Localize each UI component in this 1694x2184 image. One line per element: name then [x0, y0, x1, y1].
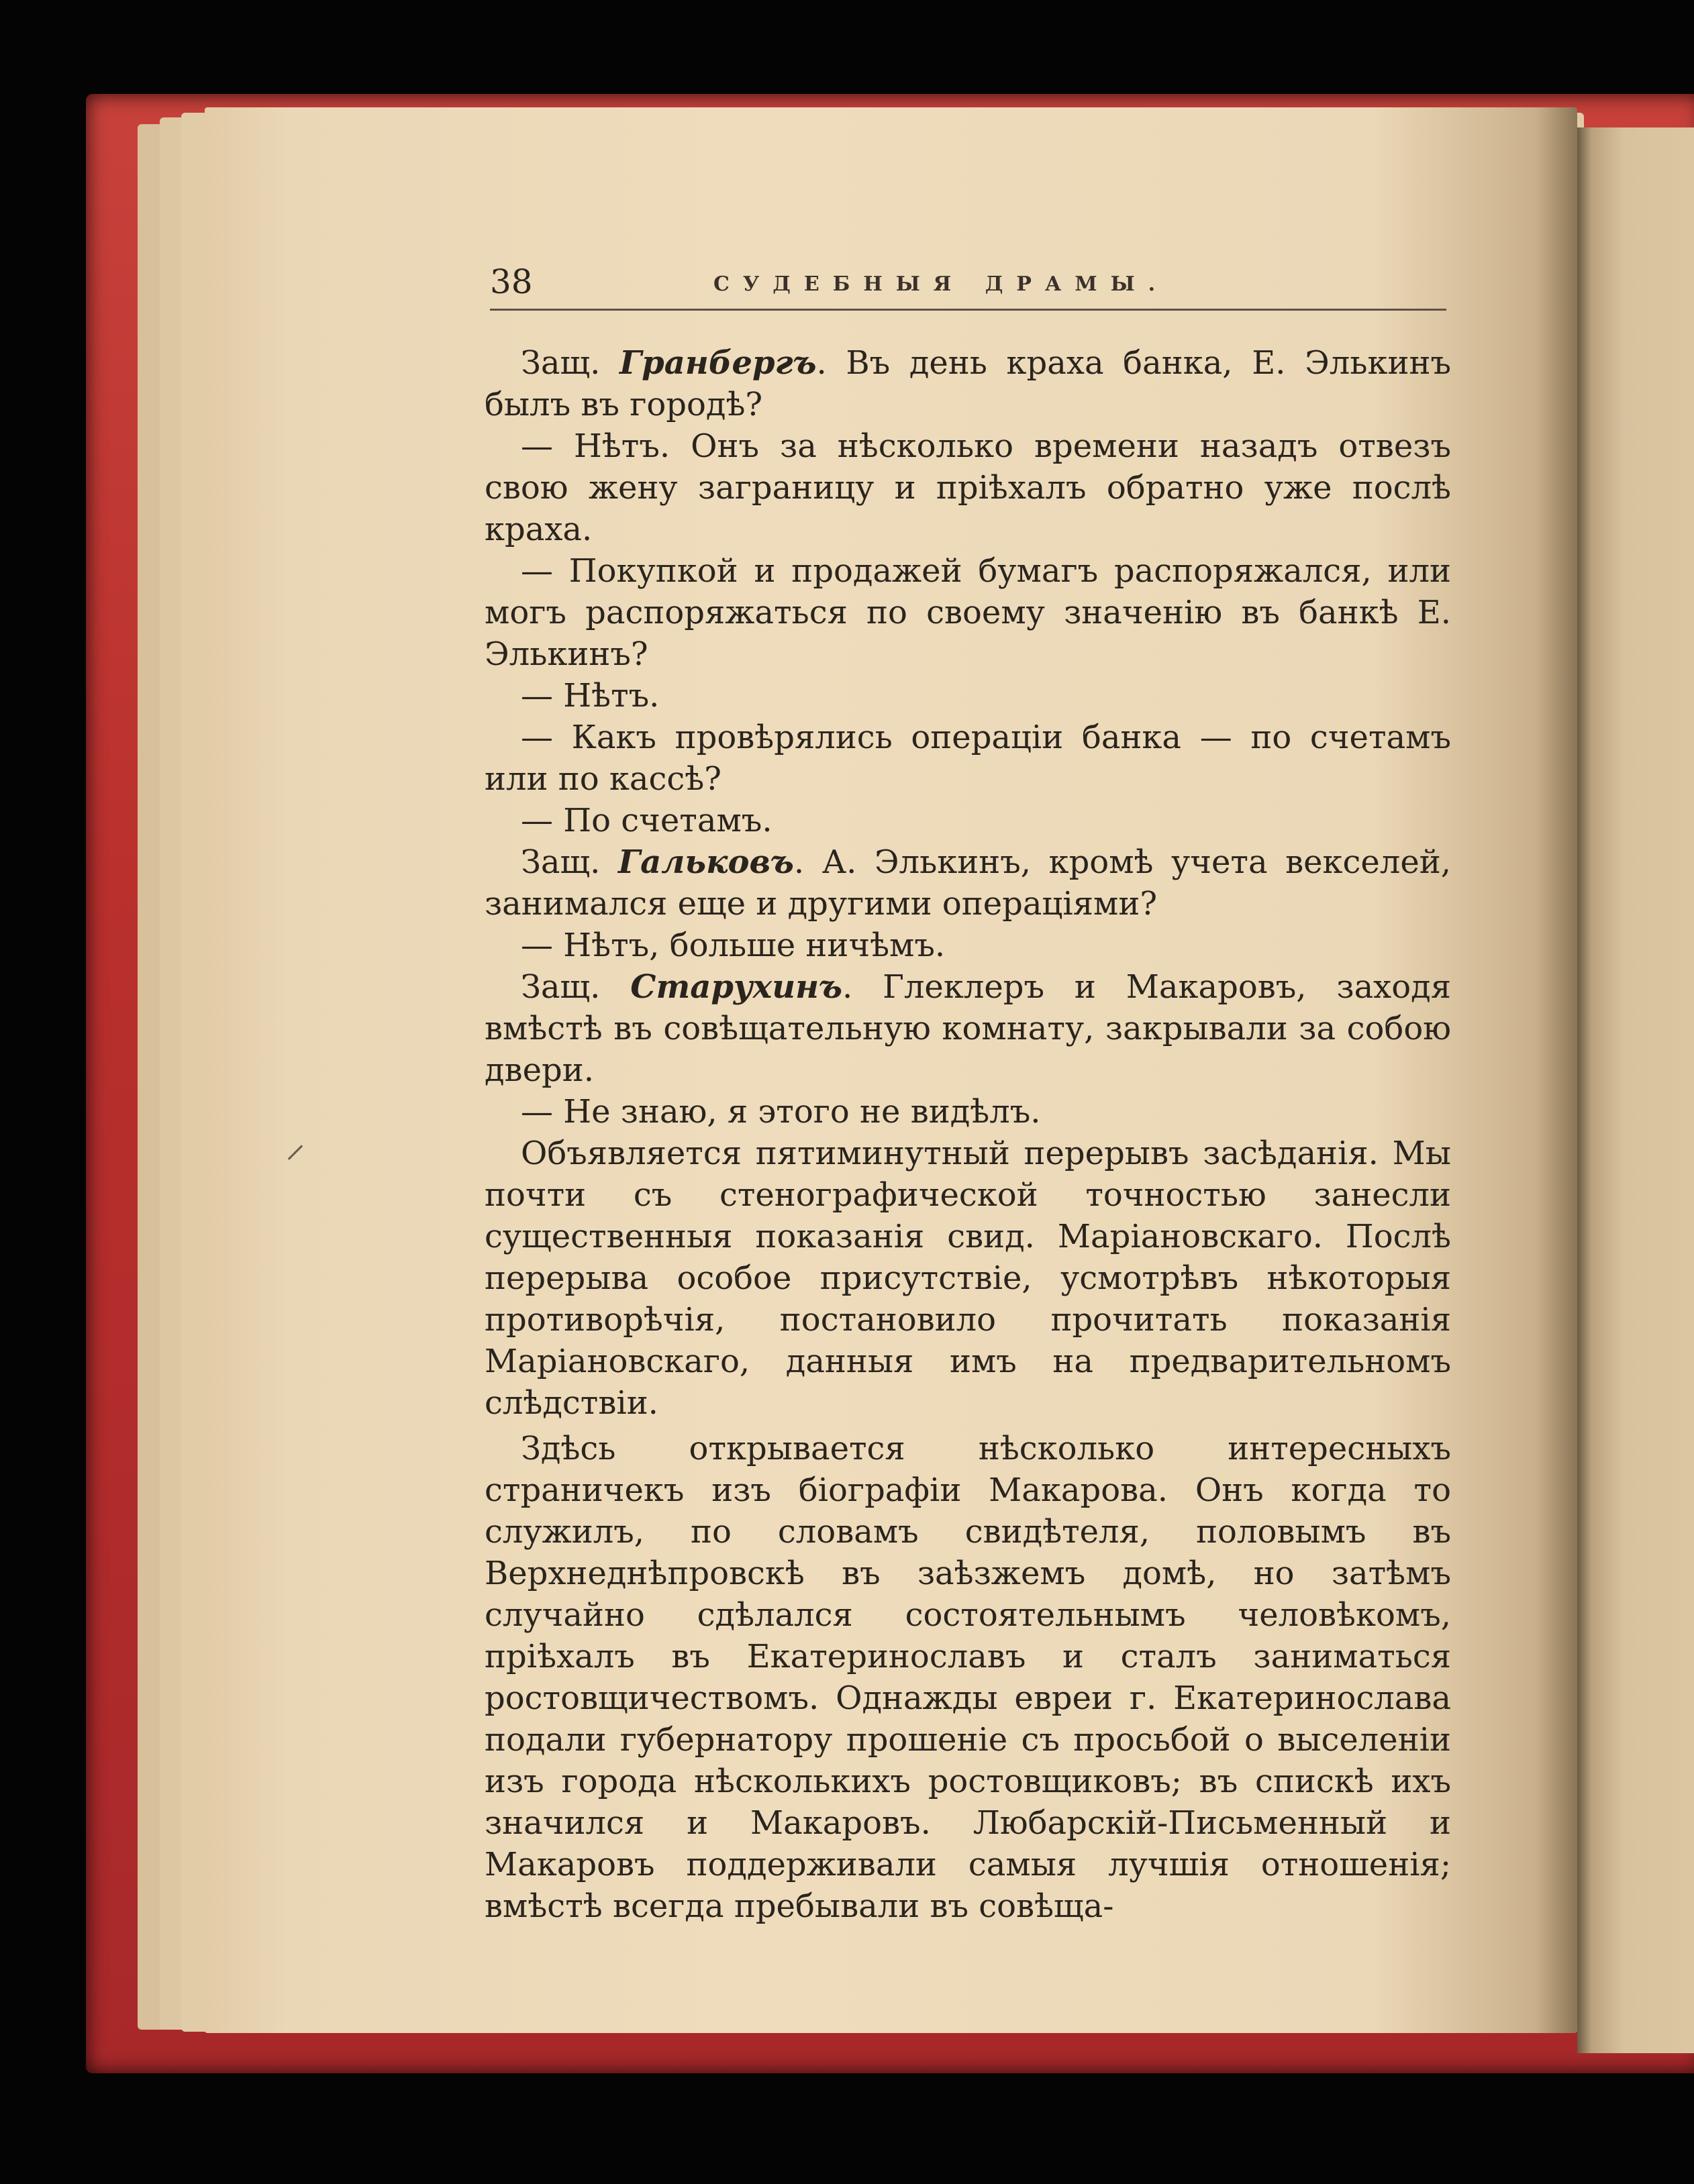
page-number: 38	[490, 262, 533, 301]
facing-page	[1577, 127, 1694, 2053]
paragraph: — Нѣтъ.	[521, 677, 660, 715]
page-body	[485, 342, 1451, 1927]
paragraph	[485, 342, 1451, 425]
paragraph-text: . Глеклеръ и Макаровъ, заходя вмѣстѣ въ совѣщательную комнату, закрывали за собою двери.	[485, 968, 1451, 1089]
paragraph: — Нѣтъ, больше ничѣмъ.	[521, 927, 946, 964]
paragraph: — Покупкой и продажей бумагъ распоряжался, или могъ распоряжаться по своему значенію въ банкѣ Е. Элькинъ?	[485, 552, 1451, 673]
speaker-prefix: Защ.	[521, 968, 631, 1006]
speaker-prefix: Защ.	[521, 344, 620, 382]
pencil-mark: ⸝	[285, 1120, 305, 1167]
speaker-prefix: Защ.	[521, 843, 618, 881]
paragraph-text: . А. Элькинъ, кромѣ учета векселей, занимался еще и другими операціями?	[485, 843, 1451, 923]
paragraph: Объявляется пятиминутный перерывъ засѣданія. Мы почти съ стенографической точностью занесли существенныя показанія свид. Маріановскаго. Послѣ перерыва особое присутствіе, усмотрѣвъ нѣкоторыя противорѣчія, постановило прочитать показанія Маріановскаго, данныя имъ на предварительномъ слѣдствіи.	[485, 1135, 1451, 1422]
speaker-name: Гальковъ	[617, 843, 794, 881]
paragraph: Здѣсь открывается нѣсколько интересныхъ страничекъ изъ біографіи Макарова. Онъ когда то служилъ, по словамъ свидѣтеля, половымъ въ Верхнеднѣпровскѣ въ заѣзжемъ домѣ, но затѣмъ случайно сдѣлался состоятельнымъ человѣкомъ, пріѣхалъ въ Екатеринославъ и сталъ заниматься ростовщичествомъ. Однажды евреи г. Екатеринослава подали губернатору прошеніе съ просьбой о выселеніи изъ города нѣсколькихъ ростовщиковъ; въ спискѣ ихъ значился и Макаровъ. Любарскій-Письменный и Макаровъ поддерживали самыя лучшія отношенія; вмѣстѣ всегда пребывали въ совѣща-	[485, 1430, 1451, 1925]
paragraph: — Какъ провѣрялись операціи банка — по счетамъ или по кассѣ?	[485, 719, 1451, 798]
paragraph: — Нѣтъ. Онъ за нѣсколько времени назадъ отвезъ свою жену заграницу и пріѣхалъ обратно уже послѣ краха.	[485, 427, 1451, 548]
speaker-name: Гранбергъ	[619, 344, 817, 382]
paragraph	[485, 966, 1451, 1091]
paragraph-text: . Въ день краха банка, Е. Элькинъ былъ въ городѣ?	[485, 344, 1451, 423]
paragraph: — По счетамъ.	[521, 802, 773, 839]
paragraph: — Не знаю, я этого не видѣлъ.	[521, 1093, 1041, 1131]
running-title: СУДЕБНЫЯ ДРАМЫ.	[713, 272, 1169, 296]
paragraph	[485, 841, 1451, 925]
page-header	[490, 262, 1446, 311]
speaker-name: Старухинъ	[630, 968, 843, 1006]
